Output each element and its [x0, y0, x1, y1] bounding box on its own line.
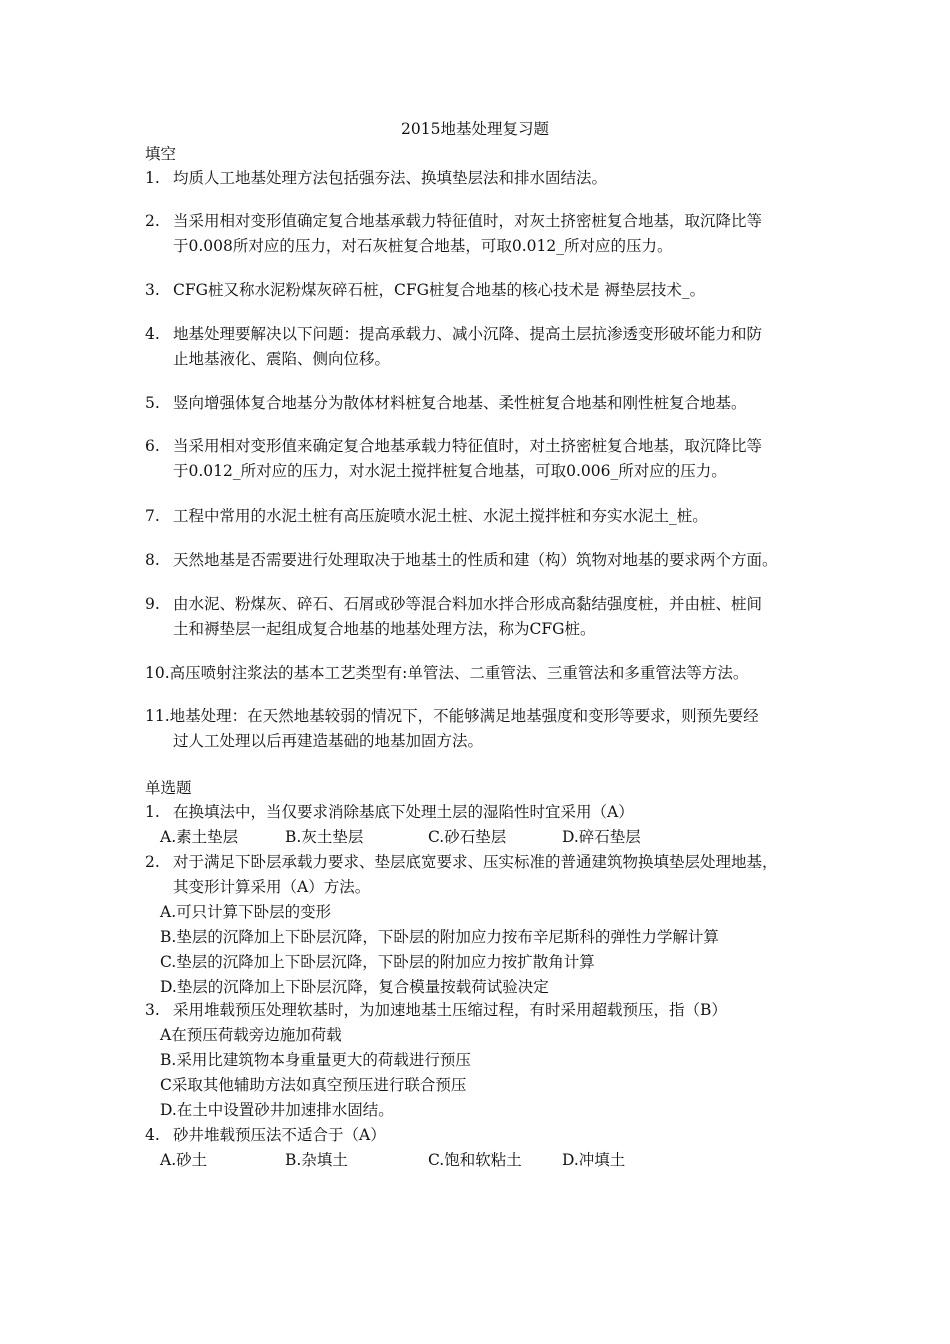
fill-blank-item-6: [145, 434, 810, 484]
question-text: 在换填法中，当仅要求消除基底下处理土层的湿陷性时宜采用（A）: [173, 803, 634, 821]
item-text-continued: 止地基液化、震陷、侧向位移。: [173, 350, 391, 368]
item-number: 2.: [145, 212, 160, 230]
item-text-continued: 土和褥垫层一起组成复合地基的地基处理方法，称为CFG桩。: [173, 620, 596, 638]
question-text-continued: 其变形计算采用（A）方法。: [173, 878, 371, 896]
item-number: 4.: [145, 325, 160, 343]
item-number: 9.: [145, 595, 160, 613]
option-b: B.采用比建筑物本身重量更大的荷载进行预压: [160, 1051, 471, 1069]
option-c: C.砂石垫层: [428, 828, 507, 846]
item-number: 7.: [145, 507, 160, 525]
question-3: [145, 998, 810, 1123]
fill-blank-item-10: [145, 661, 810, 686]
fill-blank-item-11: [145, 704, 810, 754]
option-c: C.垫层的沉降加上下卧层沉降，下卧层的附加应力按扩散角计算: [160, 953, 595, 971]
item-text: 当采用相对变形值来确定复合地基承载力特征值时，对土挤密桩复合地基，取沉降比等: [173, 437, 763, 455]
item-number: 10.: [145, 664, 170, 682]
question-number: 1.: [145, 803, 160, 821]
question-text: 对于满足下卧层承载力要求、垫层底宽要求、压实标准的普通建筑物换填垫层处理地基，: [173, 853, 778, 871]
fill-blank-item-4: [145, 322, 810, 372]
fill-blank-item-9: [145, 592, 810, 642]
option-b: B.杂填土: [285, 1151, 348, 1169]
option-a: A.素土垫层: [160, 828, 239, 846]
item-text: 竖向增强体复合地基分为散体材料桩复合地基、柔性桩复合地基和刚性桩复合地基。: [173, 394, 747, 412]
option-b: B.灰土垫层: [285, 828, 364, 846]
item-text: 地基处理要解决以下问题：提高承载力、减小沉降、提高土层抗渗透变形破坏能力和防: [173, 325, 763, 343]
fill-blank-item-3: [145, 278, 810, 303]
section-heading-fill-blank: 填空: [145, 145, 177, 163]
item-number: 5.: [145, 394, 160, 412]
option-d: D.在土中设置砂井加速排水固结。: [160, 1101, 394, 1119]
item-text: 高压喷射注浆法的基本工艺类型有:单管法、二重管法、三重管法和多重管法等方法。: [169, 664, 749, 682]
option-d: D.冲填土: [562, 1151, 626, 1169]
item-text: 由水泥、粉煤灰、碎石、石屑或砂等混合料加水拌合形成高黏结强度桩，并由桩、桩间: [173, 595, 763, 613]
question-number: 3.: [145, 1001, 160, 1019]
fill-blank-item-5: [145, 391, 810, 416]
fill-blank-item-1: [145, 166, 810, 191]
item-text: 天然地基是否需要进行处理取决于地基土的性质和建（构）筑物对地基的要求两个方面。: [173, 551, 778, 569]
option-d: D.碎石垫层: [562, 828, 641, 846]
question-text: 采用堆载预压处理软基时，为加速地基土压缩过程，有时采用超载预压，指（B）: [173, 1001, 727, 1019]
document-title: 2015地基处理复习题: [401, 120, 549, 138]
option-c: C.饱和软粘土: [428, 1151, 522, 1169]
question-number: 2.: [145, 853, 160, 871]
item-number: 1.: [145, 169, 160, 187]
item-text: 均质人工地基处理方法包括强夯法、换填垫层法和排水固结法。: [173, 169, 608, 187]
fill-blank-item-2: [145, 209, 810, 259]
item-text: 地基处理：在天然地基较弱的情况下，不能够满足地基强度和变形等要求，则预先要经: [169, 707, 759, 725]
item-text-continued: 过人工处理以后再建造基础的地基加固方法。: [173, 732, 484, 750]
item-text-continued: 于0.008所对应的压力，对石灰桩复合地基，可取0.012_所对应的压力。: [173, 237, 673, 255]
item-number: 6.: [145, 437, 160, 455]
item-text: CFG桩又称水泥粉煤灰碎石桩，CFG桩复合地基的核心技术是 褥垫层技术_。: [173, 281, 706, 299]
question-4: [145, 1123, 810, 1173]
question-number: 4.: [145, 1126, 160, 1144]
item-text-continued: 于0.012_所对应的压力，对水泥土搅拌桩复合地基，可取0.006_所对应的压力。: [173, 462, 727, 480]
fill-blank-item-7: [145, 504, 810, 529]
question-2: [145, 850, 810, 1000]
item-text: 当采用相对变形值确定复合地基承载力特征值时，对灰土挤密桩复合地基，取沉降比等: [173, 212, 763, 230]
option-a: A在预压荷载旁边施加荷载: [160, 1026, 342, 1044]
item-text: 工程中常用的水泥土桩有高压旋喷水泥土桩、水泥土搅拌桩和夯实水泥土_桩。: [173, 507, 708, 525]
item-number: 3.: [145, 281, 160, 299]
option-c: C采取其他辅助方法如真空预压进行联合预压: [160, 1076, 467, 1094]
question-options: [145, 1148, 810, 1173]
option-a: A.可只计算下卧层的变形: [160, 903, 332, 921]
question-options: [145, 825, 810, 850]
item-number: 11.: [145, 707, 170, 725]
option-b: B.垫层的沉降加上下卧层沉降，下卧层的附加应力按布辛尼斯科的弹性力学解计算: [160, 928, 719, 946]
fill-blank-item-8: [145, 548, 810, 573]
item-number: 8.: [145, 551, 160, 569]
option-d: D.垫层的沉降加上下卧层沉降，复合模量按载荷试验决定: [160, 978, 549, 996]
section-heading-single-choice: 单选题: [145, 779, 192, 797]
question-text: 砂井堆载预压法不适合于（A）: [173, 1126, 386, 1144]
option-a: A.砂土: [160, 1151, 208, 1169]
question-1: [145, 800, 810, 850]
